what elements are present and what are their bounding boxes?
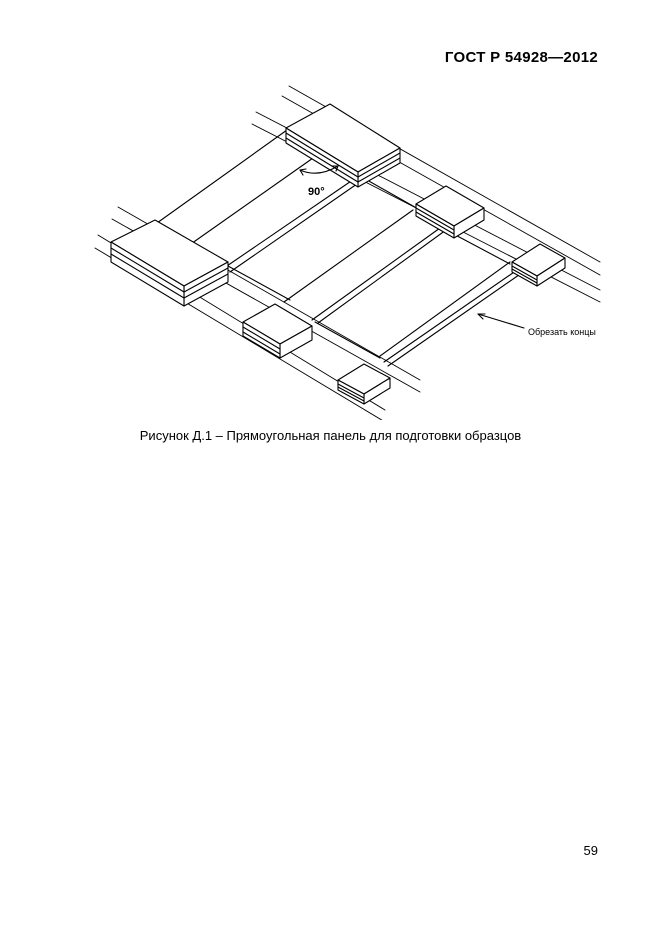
block-middle-top (416, 186, 484, 238)
document-header: ГОСТ Р 54928—2012 (444, 49, 598, 66)
callout-label: Обрезать концы (528, 327, 596, 337)
angle-label: 90° (308, 186, 325, 198)
panel-diagram (90, 80, 610, 420)
block-left (111, 220, 228, 306)
figure-caption: Рисунок Д.1 – Прямоугольная панель для подготовки образцов (139, 428, 522, 443)
callout-arrow (478, 314, 524, 328)
page-number: 59 (583, 843, 598, 858)
